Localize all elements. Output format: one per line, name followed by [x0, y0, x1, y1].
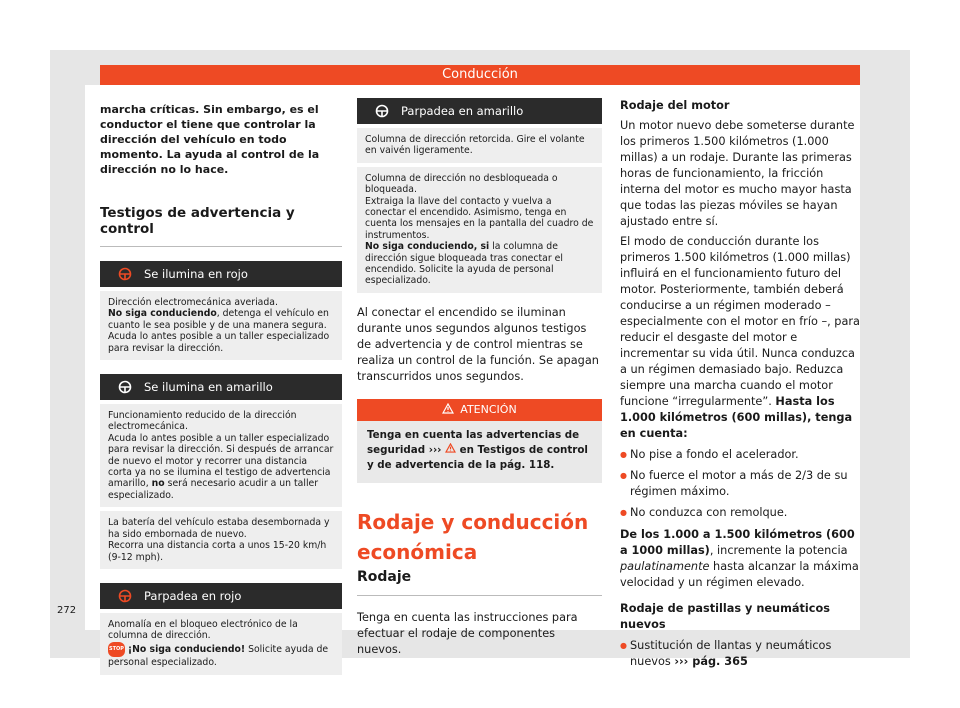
- page-reference-link[interactable]: ››› pág. 365: [674, 655, 748, 668]
- list-item: ● No fuerce el motor a más de 2/3 de su régimen máximo.: [620, 468, 860, 500]
- box-bold-text: No siga conduciendo: [108, 308, 217, 320]
- body-paragraph: [620, 527, 860, 591]
- body-paragraph: Tenga en cuenta las instrucciones para efectuar el rodaje de componentes nuevos.: [357, 610, 578, 656]
- body-italic-text: paulatinamente: [620, 560, 710, 573]
- box-text: será necesario acudir a un taller especializado.: [108, 478, 319, 501]
- status-bar: [100, 583, 342, 609]
- warning-block-red: [100, 261, 342, 360]
- steering-wheel-icon: [106, 267, 144, 281]
- status-label: Parpadea en amarillo: [401, 104, 524, 118]
- info-box: [357, 167, 602, 293]
- stop-badge-icon: STOP: [108, 642, 125, 657]
- info-box: Columna de dirección retorcida. Gire el volante en vaivén ligeramente.: [357, 128, 602, 163]
- status-label: Parpadea en rojo: [144, 588, 242, 603]
- box-text: La batería del vehículo estaba desembornada y ha sido embornada de nuevo.: [108, 517, 330, 540]
- box-text: Acuda lo antes posible a un taller especializado para revisar la dirección.: [108, 331, 330, 354]
- warning-text: Tenga en cuenta las advertencias de seguridad ›››: [367, 428, 580, 456]
- box-text: Solicite ayuda de personal especializado.: [108, 643, 329, 669]
- list-item: ● No conduzca con remolque.: [620, 505, 860, 521]
- box-bold-text: ¡No siga conduciendo!: [127, 643, 246, 655]
- body-text: El modo de conducción durante los primeros 1.500 kilómetros (1.000 millas) influirá en el funcionamiento futuro del motor. Posteriormente, también deberá conducirse a un régimen moderado – especialmente con el motor en frío –, para reducir el desgaste del motor e incrementar su vida útil. Nunca conduzca a un régimen demasiado bajo. Reduzca siempre una marcha cuando el motor funcione “irregularmente”.: [620, 235, 860, 408]
- list-item: ● No pise a fondo el acelerador.: [620, 447, 860, 463]
- warning-title: ATENCIÓN: [460, 403, 517, 417]
- box-bold-text: no: [151, 478, 165, 490]
- box-text: Dirección electromecánica averiada.: [108, 297, 278, 308]
- warning-link-text[interactable]: en Testigos de control y de advertencia de la pág. 118.: [367, 443, 588, 471]
- box-text: , detenga el vehículo en cuanto le sea posible y de una manera segura.: [108, 308, 329, 331]
- warning-body: [357, 421, 602, 483]
- box-text: Anomalía en el bloqueo electrónico de la columna de dirección.: [108, 618, 298, 642]
- status-bar: [100, 261, 342, 287]
- section-heading: Testigos de advertencia y control: [100, 205, 342, 247]
- info-box: [100, 613, 342, 675]
- intro-text: marcha críticas. Sin embargo, es el conductor el tiene que controlar la dirección del vehículo en todo momento. La ayuda al control de la dirección no lo hace.: [100, 103, 320, 176]
- warning-header: [357, 399, 602, 421]
- status-bar: [357, 98, 602, 124]
- box-text: Funcionamiento reducido de la dirección electromecánica.: [108, 410, 297, 433]
- column-3: [620, 98, 860, 670]
- info-box: [100, 404, 342, 507]
- info-box: [100, 291, 342, 360]
- column-2: [357, 98, 602, 658]
- body-text: hasta alcanzar la máxima velocidad y un régimen elevado.: [620, 560, 859, 589]
- warning-triangle-icon: [445, 444, 460, 456]
- body-text: Sustitución de llantas y neumáticos nuevos: [630, 639, 832, 668]
- warning-triangle-icon: [442, 403, 454, 417]
- box-text: Acuda lo antes posible a un taller especializado para revisar la dirección. Si después de arrancar de nuevo el motor y recorrer una distancia corta ya no se ilumina el testigo de advertencia amarillo,: [108, 432, 334, 490]
- box-text: Recorra una distancia corta a unos 15-20 km/h (9-12 mph).: [108, 540, 327, 563]
- box-text: Extraiga la llave del contacto y vuelva a conectar el encendido. Asimismo, tenga en cuenta los mensajes en la pantalla del cuadro de instrumentos.: [365, 195, 594, 241]
- body-text: , incremente la potencia: [709, 544, 848, 557]
- status-label: Se ilumina en rojo: [144, 267, 248, 281]
- steering-wheel-icon: [363, 104, 401, 118]
- body-paragraph: Al conectar el encendido se iluminan durante unos segundos algunos testigos de advertencia y de control mientras se realiza un control de la función. Se apagan transcurridos unos segundos.: [357, 305, 599, 383]
- body-bold-text: Hasta los 1.000 kilómetros (600 millas), tenga en cuenta:: [620, 395, 853, 440]
- paragraph-heading: Rodaje de pastillas y neumáticos nuevos: [620, 602, 830, 631]
- body-bold-text: De los 1.000 a 1.500 kilómetros (600 a 1000 millas): [620, 528, 855, 557]
- warning-block-flash-red: [100, 583, 342, 675]
- subsection-title: Rodaje: [357, 569, 602, 596]
- paragraph-heading: Rodaje del motor: [620, 99, 730, 112]
- box-bold-text: No siga conduciendo, si: [365, 241, 490, 253]
- warning-block-yellow: [100, 374, 342, 569]
- column-1: [100, 98, 342, 675]
- page-header: Conducción: [100, 65, 860, 85]
- body-paragraph: Un motor nuevo debe someterse durante los primeros 1.500 kilómetros (1.000 millas) a un rodaje. Durante las primeras horas de funcionamiento, la fricción interna del motor es mucho mayor hasta que todas las piezas móviles se hayan ajustado entre sí.: [620, 119, 855, 228]
- box-text: Columna de dirección no desbloqueada o bloqueada.: [365, 172, 558, 196]
- body-paragraph: [620, 234, 860, 442]
- steering-wheel-icon: [106, 589, 144, 603]
- chapter-title: Rodaje y conducción económica: [357, 509, 589, 564]
- steering-wheel-icon: [106, 380, 144, 394]
- page-number: 272: [57, 605, 77, 616]
- box-text: la columna de dirección sigue bloqueada tras conectar el encendido. Solicite la ayuda de personal especializado.: [365, 241, 563, 287]
- list-item: [620, 638, 860, 670]
- status-bar: [100, 374, 342, 400]
- status-label: Se ilumina en amarillo: [144, 380, 273, 395]
- info-box: [100, 511, 342, 569]
